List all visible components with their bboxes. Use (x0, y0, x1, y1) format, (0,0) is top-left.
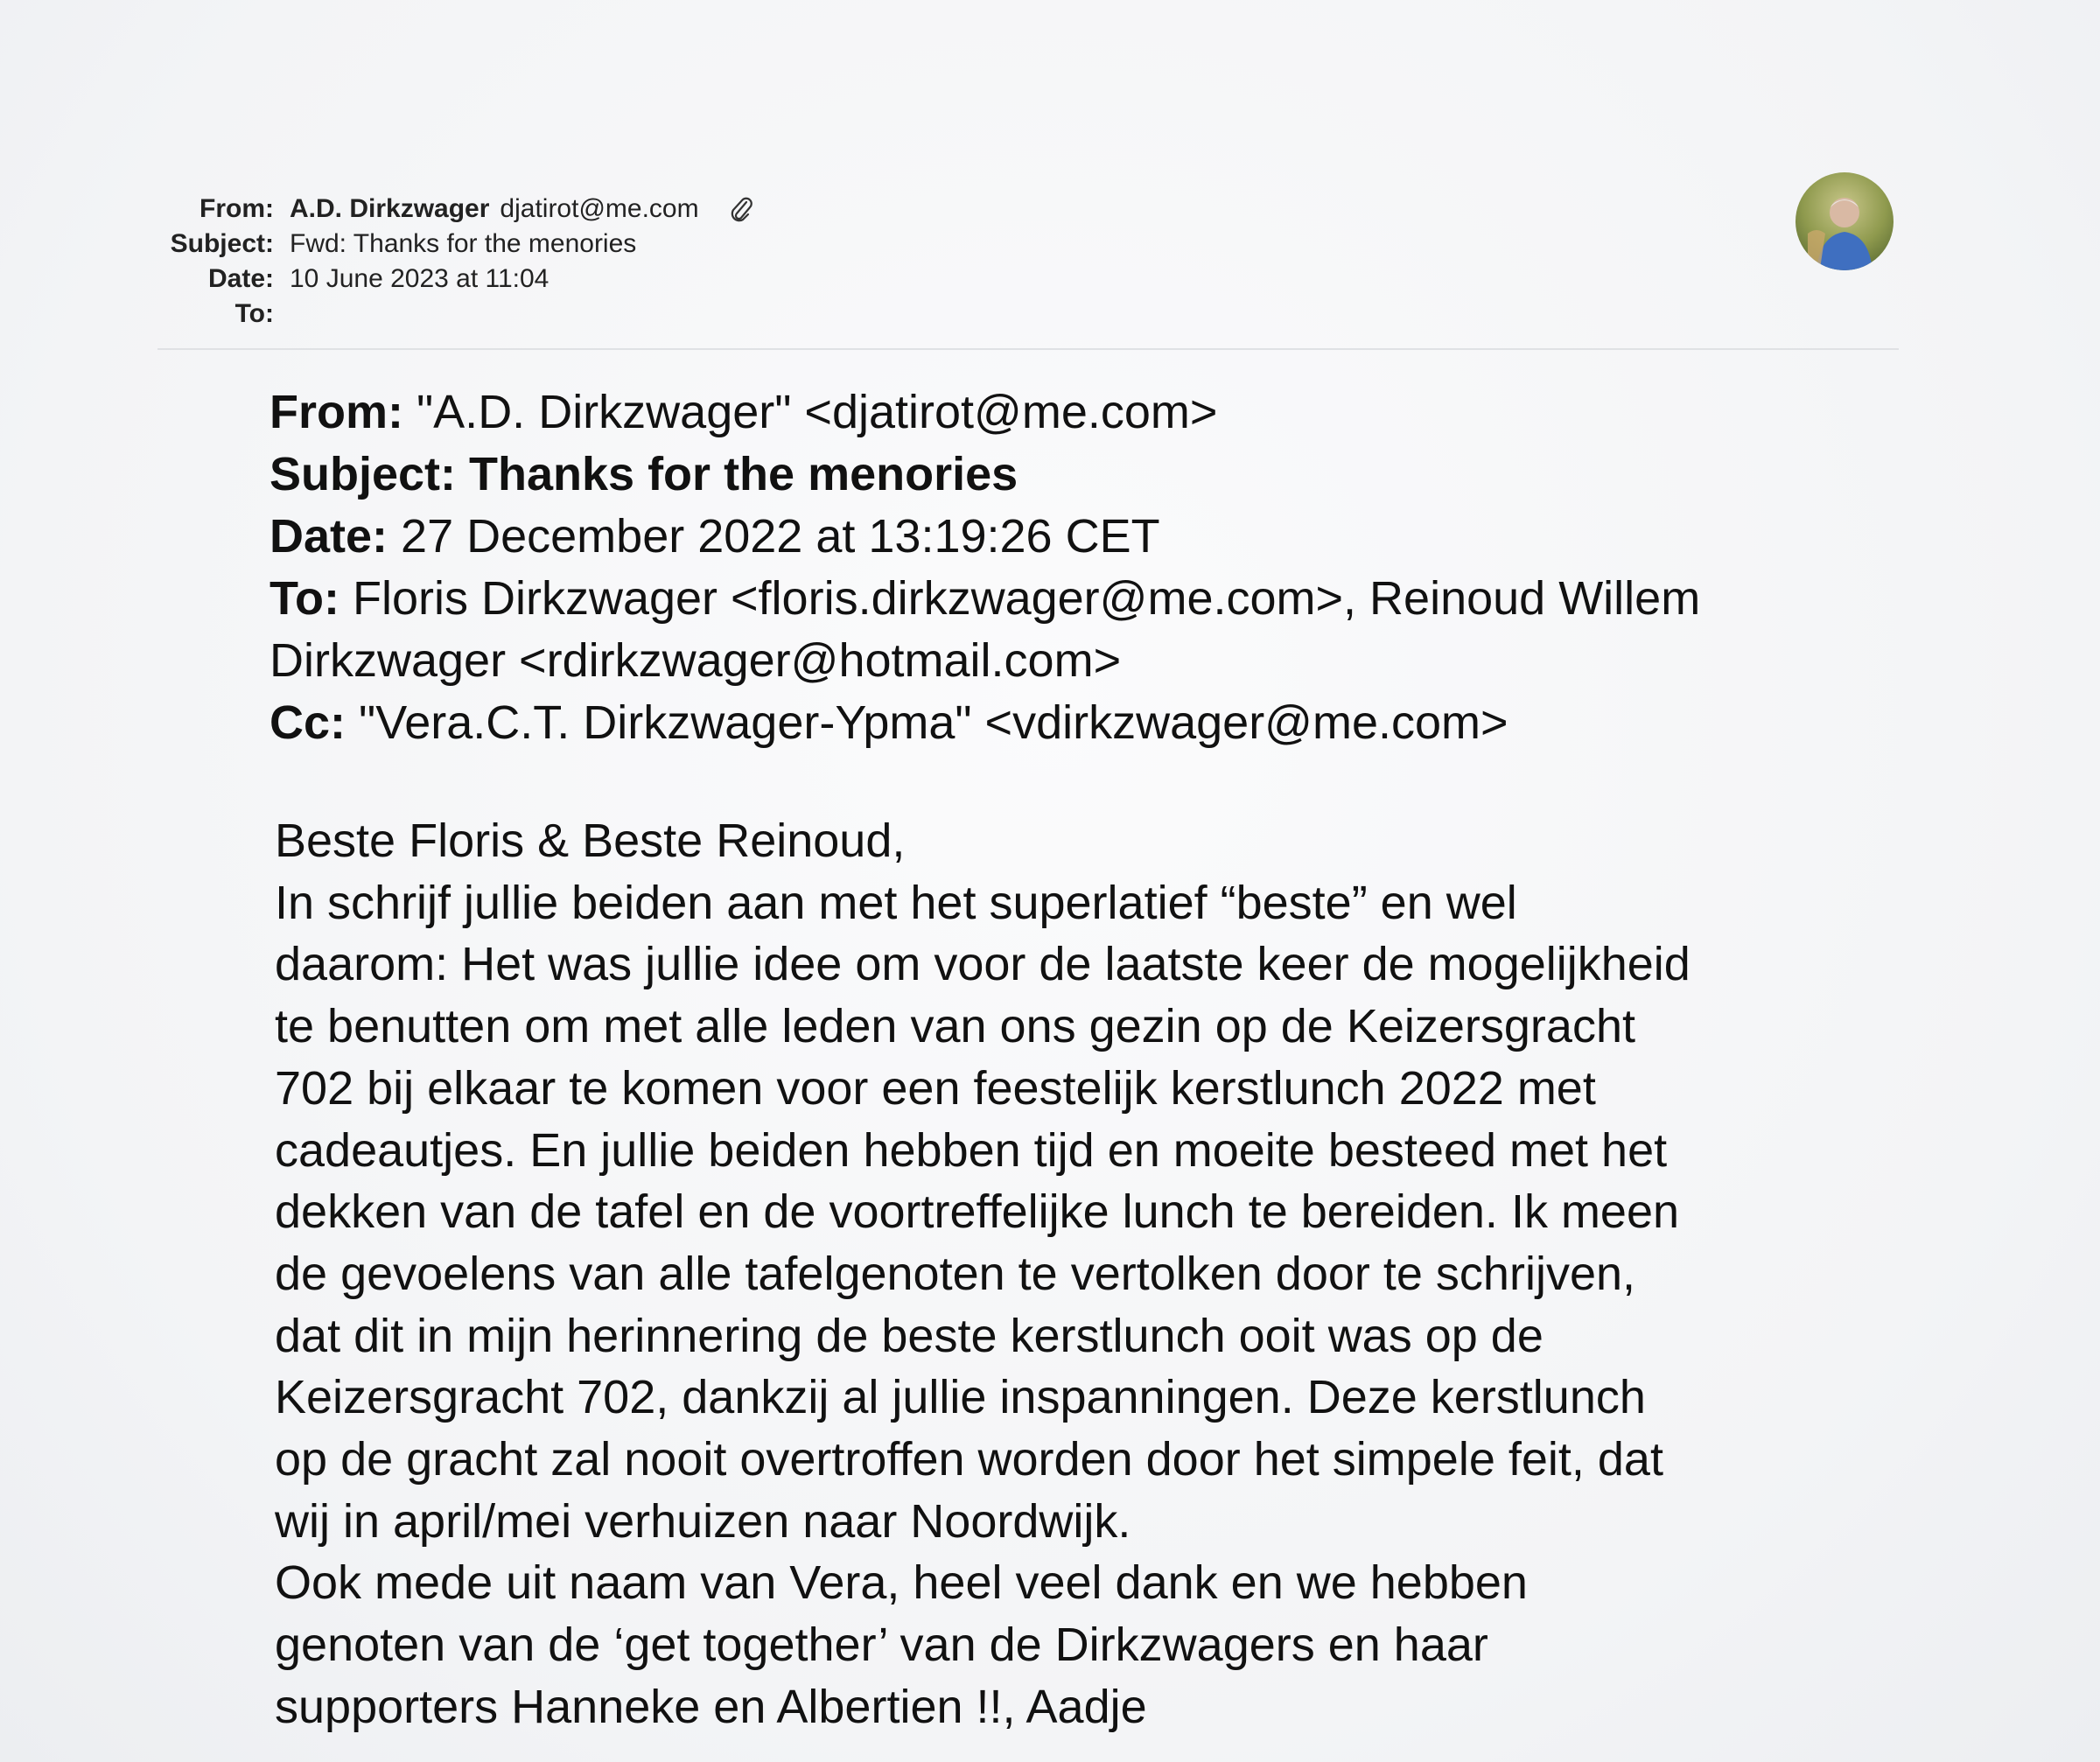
body-line: dekken van de tafel en de voortreffelijke lunch te bereiden. Ik meen (275, 1185, 1680, 1239)
outer-sender-email[interactable]: djatirot@me.com (500, 194, 699, 223)
outer-to-label: To: (234, 299, 274, 328)
body-line: Beste Floris & Beste Reinoud, (275, 815, 906, 867)
outer-email-header (131, 194, 753, 334)
sender-avatar (1796, 172, 1894, 270)
body-line: op de gracht zal nooit overtroffen worden door het simpele feit, dat (275, 1433, 1663, 1486)
inner-from-value: "A.D. Dirkzwager" <djatirot@me.com> (416, 386, 1218, 438)
inner-date-value: 27 December 2022 at 13:19:26 CET (401, 510, 1160, 563)
inner-cc-value: "Vera.C.T. Dirkzwager-Ypma" <vdirkzwager@me.com> (359, 696, 1508, 749)
email-body (275, 810, 1937, 1738)
inner-from-label: From: (270, 386, 403, 438)
outer-date-value: 10 June 2023 at 11:04 (290, 264, 550, 293)
inner-to-line (270, 568, 1914, 630)
outer-sender-name: A.D. Dirkzwager (290, 194, 490, 223)
body-line: Ook mede uit naam van Vera, heel veel dank en we hebben (275, 1556, 1528, 1610)
body-line: Keizersgracht 702, dankzij al jullie inspanningen. Deze kerstlunch (275, 1371, 1646, 1424)
outer-from-label: From: (200, 194, 274, 223)
header-divider (158, 348, 1899, 350)
outer-subject-value: Fwd: Thanks for the menories (290, 229, 637, 258)
inner-cc-line (270, 692, 1914, 754)
body-line: dat dit in mijn herinnering de beste kerstlunch ooit was op de (275, 1309, 1544, 1362)
inner-subject-line (270, 444, 1914, 506)
body-line: genoten van de ‘get together’ van de Dirkzwagers en haar (275, 1619, 1488, 1672)
body-line: de gevoelens van alle tafelgenoten te vertolken door te schrijven, (275, 1247, 1636, 1300)
body-line: cadeautjes. En jullie beiden hebben tijd en moeite besteed met het (275, 1123, 1668, 1177)
forwarded-message-header (270, 381, 1914, 754)
outer-subject-row (131, 229, 753, 264)
outer-date-row (131, 264, 753, 299)
inner-from-line (270, 381, 1914, 444)
body-line: wij in april/mei verhuizen naar Noordwijk. (275, 1494, 1131, 1548)
inner-to-label: To: (270, 572, 340, 625)
body-line: te benutten om met alle leden van ons gezin op de Keizersgracht (275, 1000, 1635, 1053)
body-line: daarom: Het was jullie idee om voor de laatste keer de mogelijkheid (275, 938, 1690, 991)
inner-cc-label: Cc: (270, 696, 346, 749)
body-line: 702 bij elkaar te komen voor een feestelijk kerstlunch 2022 met (275, 1061, 1596, 1115)
inner-to-value-1: Floris Dirkzwager <floris.dirkzwager@me.com>, Reinoud Willem (352, 572, 1701, 625)
outer-from-value (290, 194, 753, 224)
inner-date-line (270, 506, 1914, 568)
inner-to-continuation: Dirkzwager <rdirkzwager@hotmail.com> (270, 634, 1122, 687)
outer-date-label: Date: (207, 264, 274, 293)
outer-subject-label: Subject: (170, 229, 274, 258)
inner-subject: Subject: Thanks for the menories (270, 448, 1018, 500)
outer-from-row (131, 194, 753, 229)
body-line: supporters Hanneke en Albertien !!, Aadje (275, 1680, 1147, 1733)
outer-to-row (131, 299, 753, 334)
inner-date-label: Date: (270, 510, 388, 563)
paperclip-icon[interactable] (729, 197, 753, 223)
body-line: In schrijf jullie beiden aan met het superlatief “beste” en wel (275, 876, 1517, 929)
